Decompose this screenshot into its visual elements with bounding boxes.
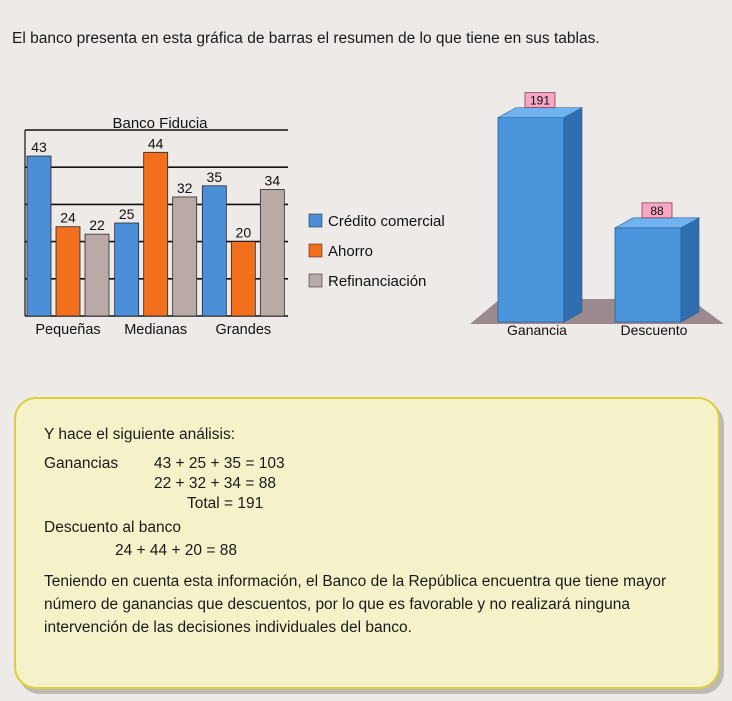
chart-title: Banco Fiducia bbox=[112, 115, 208, 132]
bar-front-1 bbox=[498, 118, 564, 322]
category-label: Pequeñas bbox=[35, 322, 101, 338]
equation-2: 22 + 32 + 34 = 88 bbox=[154, 475, 276, 492]
ganancias-label: Ganancias bbox=[44, 455, 119, 472]
conclusion-paragraph: Teniendo en cuenta esta información, el Banco de la República encuentra que tiene mayor número de ganancias que descuentos, por lo que es favorable y no realizará ninguna intervención de las decisiones individuales del banco. bbox=[44, 573, 667, 636]
bar-value-label: 191 bbox=[529, 93, 551, 108]
total-line: Total = 191 bbox=[187, 495, 264, 512]
descuento-label: Descuento al banco bbox=[44, 519, 182, 536]
bar-front-2 bbox=[615, 228, 681, 322]
equation-1: 43 + 25 + 35 = 103 bbox=[154, 455, 285, 472]
bar-value-label: 44 bbox=[147, 135, 164, 152]
bar-value-label: 34 bbox=[264, 172, 281, 189]
bar-value-label: 22 bbox=[89, 217, 105, 234]
legend-label: Ahorro bbox=[328, 243, 374, 260]
equation-3: 24 + 44 + 20 = 88 bbox=[115, 542, 237, 559]
bar-value-label: 24 bbox=[60, 209, 76, 226]
bar-value-label: 20 bbox=[235, 224, 252, 241]
analysis-heading: Y hace el siguiente análisis: bbox=[44, 426, 236, 443]
bar-value-label: 88 bbox=[650, 203, 664, 218]
legend-label: Refinanciación bbox=[328, 273, 427, 290]
bar-value-label: 35 bbox=[206, 168, 223, 185]
category-label: Ganancia bbox=[507, 322, 567, 338]
category-label: Descuento bbox=[620, 322, 688, 338]
bar-side-1 bbox=[564, 108, 582, 322]
bar-value-label: 32 bbox=[176, 179, 193, 196]
bar-side-2 bbox=[681, 218, 699, 322]
category-label: Grandes bbox=[215, 322, 272, 338]
legend-label: Crédito comercial bbox=[328, 213, 445, 230]
bar-value-label: 25 bbox=[118, 206, 135, 222]
intro-text: El banco presenta en esta gráfica de barras el resumen de lo que tiene en sus tablas. bbox=[12, 30, 600, 47]
bar-value-label: 43 bbox=[31, 139, 47, 156]
category-label: Medianas bbox=[124, 322, 188, 338]
